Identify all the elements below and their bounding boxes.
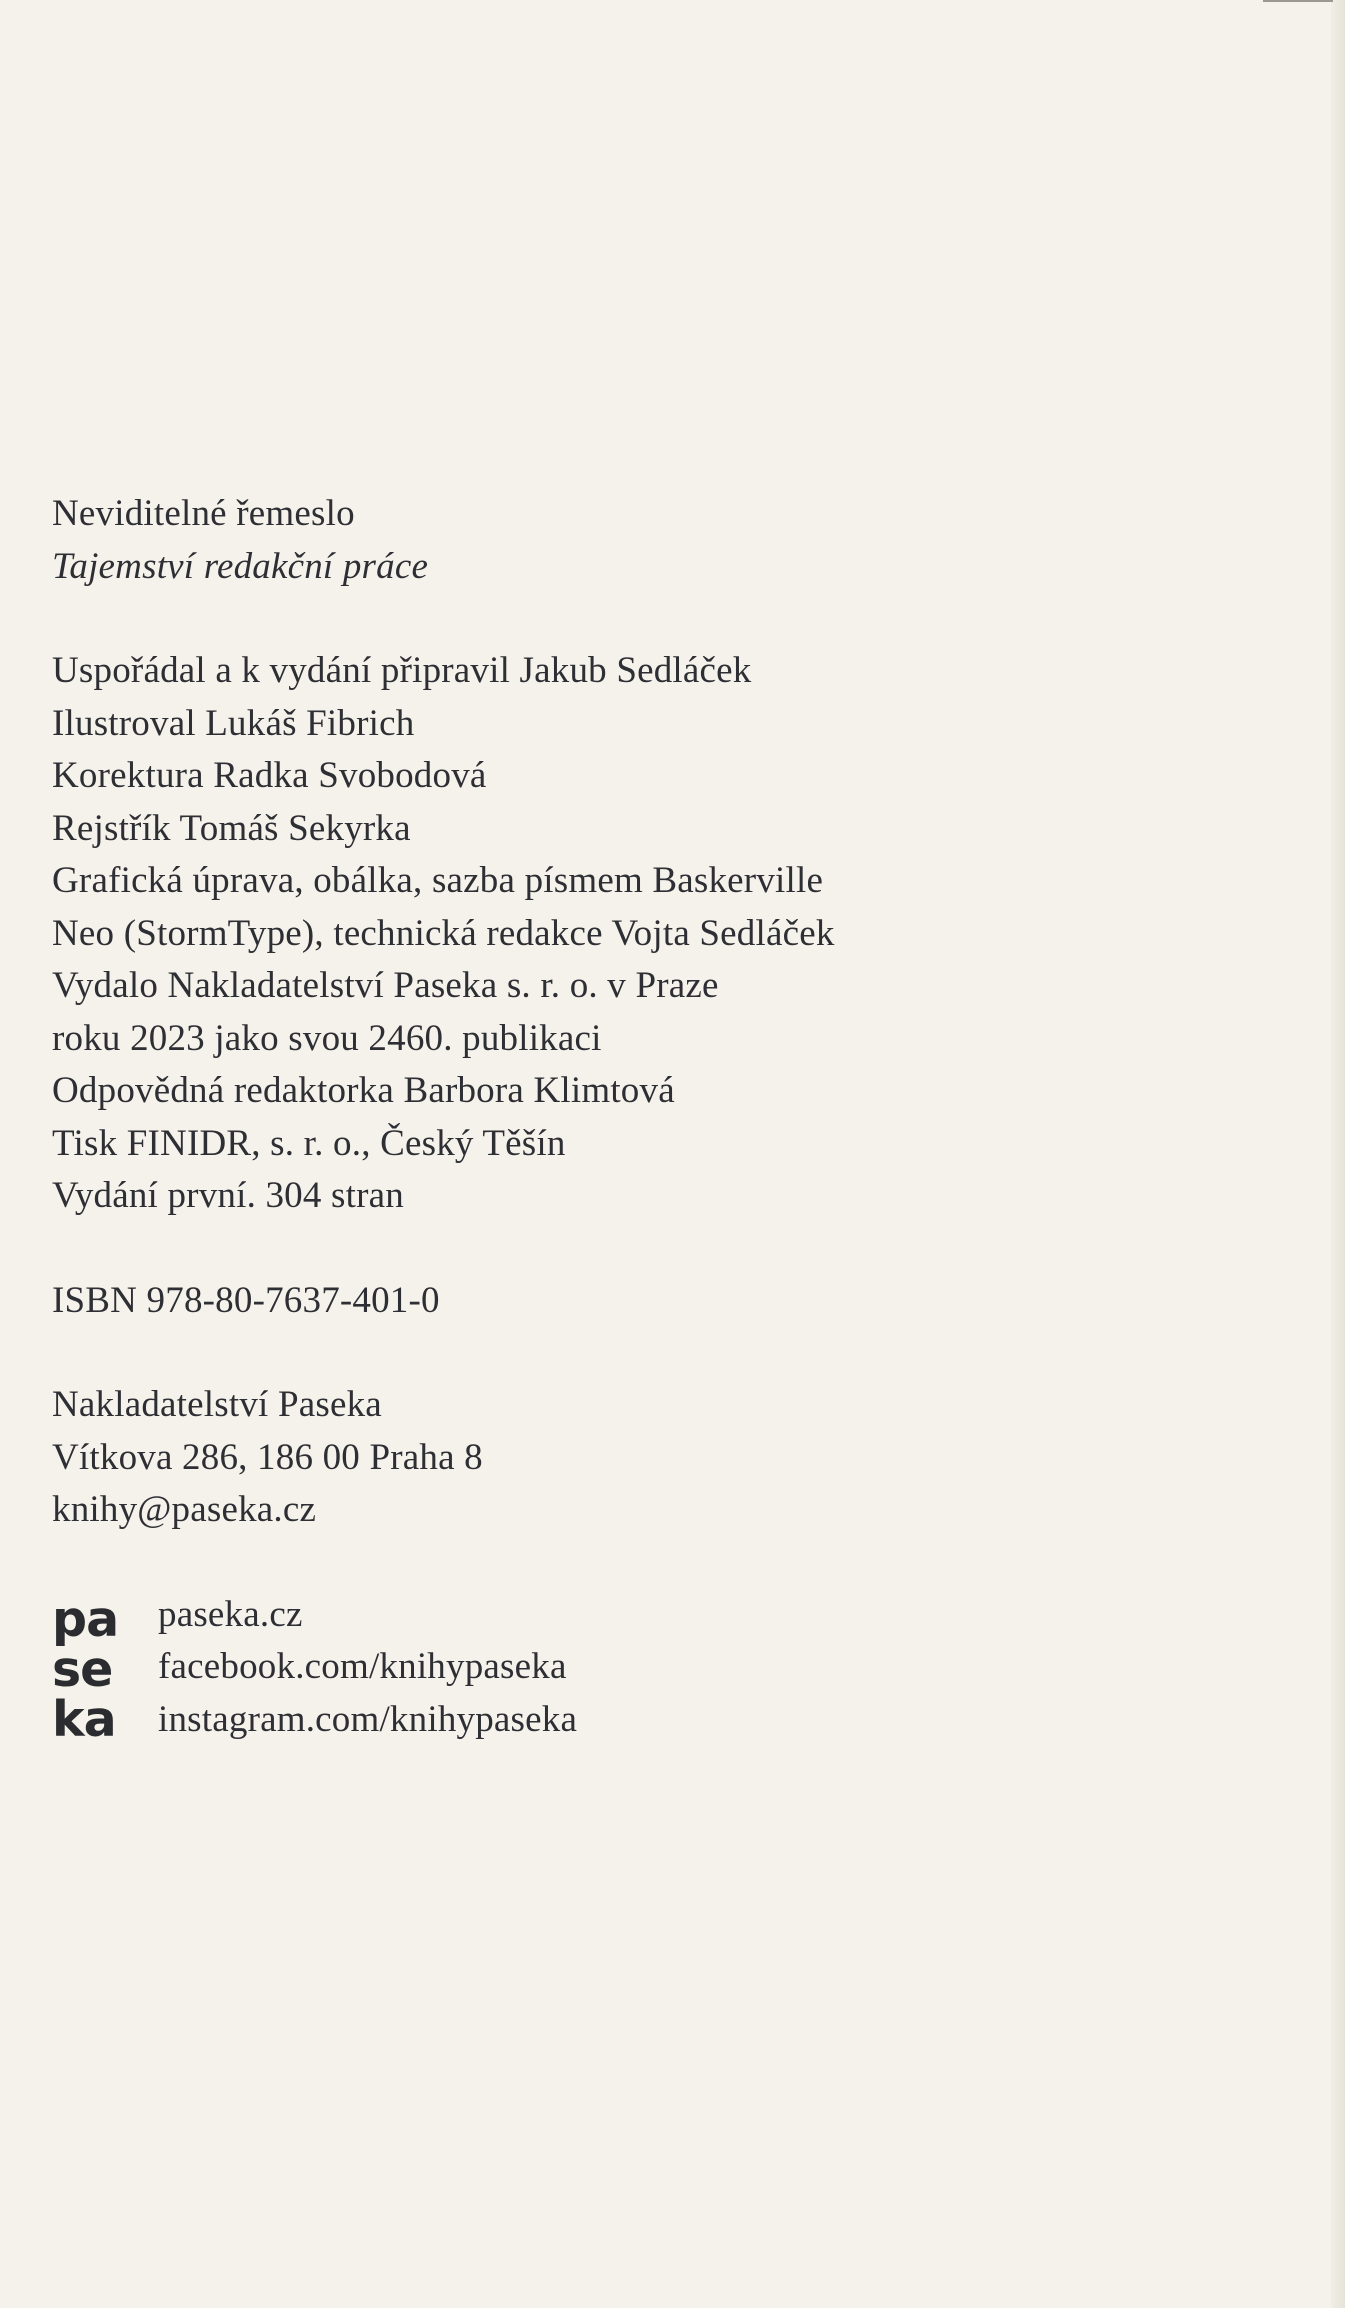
publisher-email[interactable]: knihy@paseka.cz [52,1489,317,1530]
credit-line: Vydání první. 304 stran [52,1175,404,1216]
publisher-name: Nakladatelství Paseka [52,1384,382,1425]
web-links [158,1589,1252,1747]
paseka-logo [52,1590,142,1748]
links-row [52,1589,1252,1747]
spacer [52,1223,1252,1275]
credit-line: Korektura Radka Svobodová [52,755,487,796]
credit-line: Grafická úprava, obálka, sazba písmem Baskerville [52,860,824,901]
isbn: ISBN 978-80-7637-401-0 [52,1279,440,1321]
logo-line: pa [52,1590,119,1648]
credit-line: Odpovědná redaktorka Barbora Klimtová [52,1070,675,1111]
credit-line: Uspořádal a k vydání připravil Jakub Sedláček [52,650,752,691]
spacer [52,1537,1252,1589]
colophon [52,488,1252,1746]
credits-block [52,645,1252,1223]
book-subtitle: Tajemství redakční práce [52,545,429,587]
spacer [52,593,1252,645]
spacer [52,1327,1252,1379]
publisher-address: Vítkova 286, 186 00 Praha 8 [52,1436,483,1478]
credit-line: Neo (StormType), technická redakce Vojta Sedláček [52,912,835,954]
credit-line: Rejstřík Tomáš Sekyrka [52,807,411,849]
logo-line: ka [52,1690,116,1748]
facebook-link[interactable]: facebook.com/knihypaseka [158,1646,567,1687]
page-edge [1331,0,1345,2308]
logo-line: se [52,1640,113,1698]
book-title: Neviditelné řemeslo [52,493,355,534]
credit-line: Tisk FINIDR, s. r. o., Český Těšín [52,1122,566,1164]
credit-line: Ilustroval Lukáš Fibrich [52,702,415,744]
instagram-link[interactable]: instagram.com/knihypaseka [158,1698,578,1740]
credit-line: roku 2023 jako svou 2460. publikaci [52,1017,602,1059]
page-corner-mark [1263,0,1333,2]
website-link[interactable]: paseka.cz [158,1593,303,1635]
publisher-block [52,1379,1252,1537]
credit-line: Vydalo Nakladatelství Paseka s. r. o. v Praze [52,965,719,1006]
